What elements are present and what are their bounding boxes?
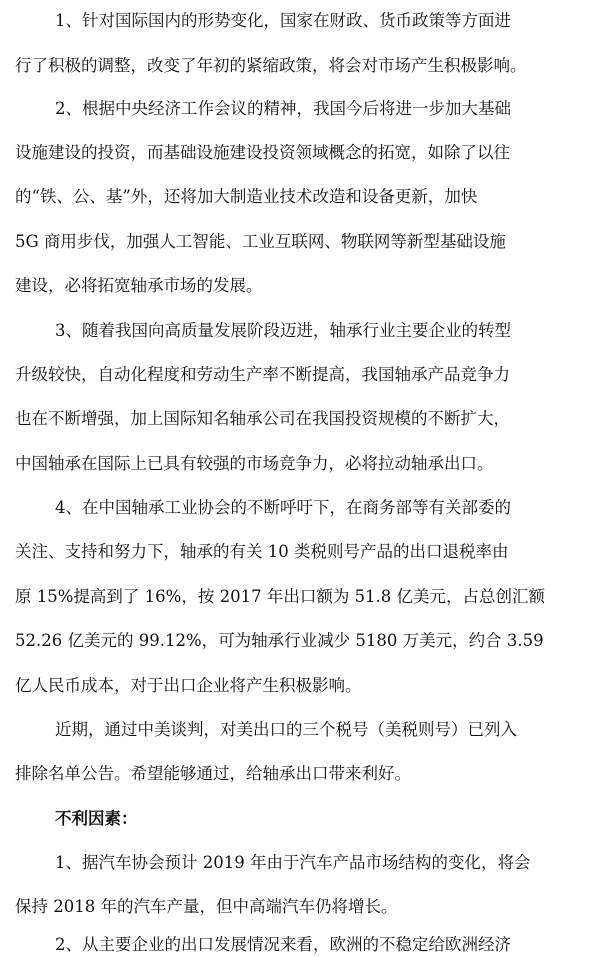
unfavorable-paragraph-2-line-1: 2、从主要企业的出口发展情况来看，欧洲的不稳定给欧洲经济: [55, 935, 511, 954]
paragraph-2-line-2: 设施建设的投资，而基础设施建设投资领域概念的拓宽，如除了以往: [15, 143, 510, 162]
paragraph-3-line-4: 中国轴承在国际上已具有较强的市场竞争力，必将拉动轴承出口。: [15, 454, 494, 473]
paragraph-3-line-3: 也在不断增强，加上国际知名轴承公司在我国投资规模的不断扩大，: [15, 409, 510, 428]
paragraph-3-line-1: 3、随着我国向高质量发展阶段迈进，轴承行业主要企业的转型: [55, 321, 511, 340]
paragraph-4-line-3: 原 15%提高到了 16%，按 2017 年出口额为 51.8 亿美元，占总创汇额: [15, 587, 546, 606]
paragraph-4-line-2: 关注、支持和努力下，轴承的有关 10 类税则号产品的出口退税率由: [15, 542, 509, 561]
paragraph-5-line-2: 排除名单公告。希望能够通过，给轴承出口带来利好。: [15, 764, 411, 783]
paragraph-5-line-1: 近期，通过中美谈判，对美出口的三个税号（美税则号）已列入: [55, 720, 517, 739]
section-title-unfavorable-factors: 不利因素：: [55, 809, 138, 828]
unfavorable-paragraph-1-line-1: 1、据汽车协会预计 2019 年由于汽车产品市场结构的变化，将会: [55, 853, 531, 872]
paragraph-1-line-2: 行了积极的调整，改变了年初的紧缩政策，将会对市场产生积极影响。: [15, 56, 527, 75]
paragraph-2-line-4: 5G 商用步伐，加强人工智能、工业互联网、物联网等新型基础设施: [15, 232, 506, 251]
paragraph-4-line-4: 52.26 亿美元的 99.12%，可为轴承行业减少 5180 万美元，约合 3.59: [15, 631, 544, 650]
paragraph-1-line-1: 1、针对国际国内的形势变化，国家在财政、货币政策等方面进: [55, 11, 511, 30]
paragraph-2-line-3: 的“铁、公、基”外，还将加大制造业技术改造和设备更新，加快: [15, 187, 478, 206]
paragraph-2-line-5: 建设，必将拓宽轴承市场的发展。: [15, 276, 263, 295]
paragraph-2-line-1: 2、根据中央经济工作会议的精神，我国今后将进一步加大基础: [55, 99, 511, 118]
unfavorable-paragraph-1-line-2: 保持 2018 年的汽车产量，但中高端汽车仍将增长。: [15, 897, 398, 916]
paragraph-4-line-5: 亿人民币成本，对于出口企业将产生积极影响。: [15, 676, 362, 695]
paragraph-3-line-2: 升级较快，自动化程度和劳动生产率不断提高，我国轴承产品竞争力: [15, 365, 510, 384]
paragraph-4-line-1: 4、在中国轴承工业协会的不断呼吁下，在商务部等有关部委的: [55, 498, 511, 517]
